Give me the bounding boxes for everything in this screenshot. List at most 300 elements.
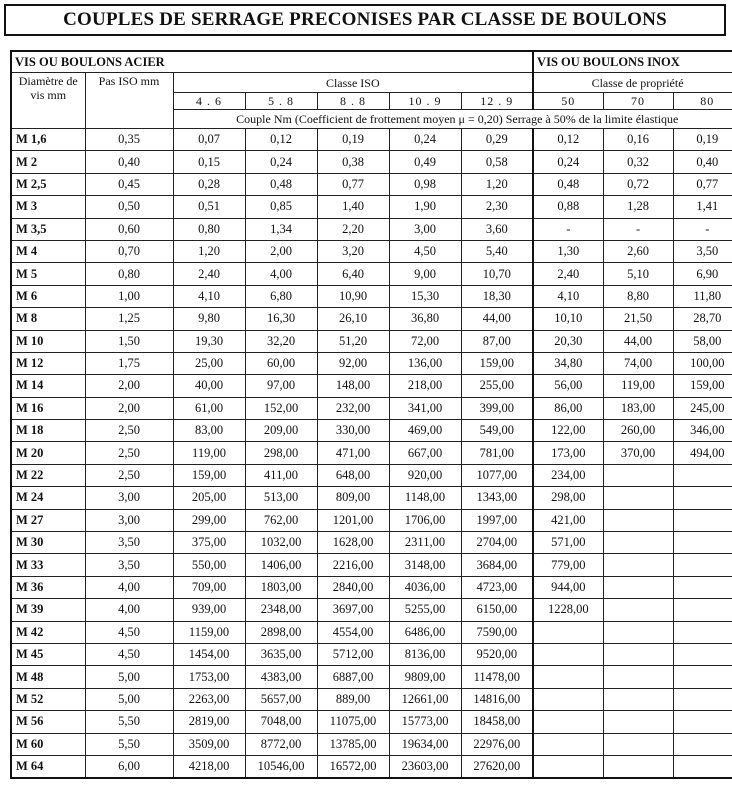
acier-torque-cell: 5255,00	[389, 599, 461, 621]
acier-torque-cell: 2704,00	[461, 532, 533, 554]
inox-torque-cell: 298,00	[533, 487, 603, 509]
diameter-cell: M 39	[11, 599, 85, 621]
inox-torque-cell	[603, 733, 673, 755]
inox-torque-cell	[603, 755, 673, 778]
acier-torque-cell: 1706,00	[389, 509, 461, 531]
table-row	[11, 151, 732, 173]
inox-section-header: VIS OU BOULONS INOX	[533, 51, 732, 73]
inox-torque-cell: 119,00	[603, 375, 673, 397]
diameter-cell: M 20	[11, 442, 85, 464]
inox-torque-cell: 0,16	[603, 129, 673, 151]
inox-torque-cell	[603, 688, 673, 710]
acier-torque-cell: 18,30	[461, 285, 533, 307]
inox-torque-cell: 34,80	[533, 352, 603, 374]
inox-torque-cell: 74,00	[603, 352, 673, 374]
inox-torque-cell	[603, 554, 673, 576]
pitch-cell: 0,80	[85, 263, 173, 285]
acier-torque-cell: 18458,00	[461, 711, 533, 733]
acier-torque-cell: 6150,00	[461, 599, 533, 621]
inox-torque-cell	[673, 599, 732, 621]
acier-torque-cell: 11075,00	[317, 711, 389, 733]
acier-torque-cell: 13785,00	[317, 733, 389, 755]
acier-torque-cell: 939,00	[173, 599, 245, 621]
acier-torque-cell: 6486,00	[389, 621, 461, 643]
inox-torque-cell: 421,00	[533, 509, 603, 531]
acier-torque-cell: 27620,00	[461, 755, 533, 778]
table-row	[11, 464, 732, 486]
inox-torque-cell: 28,70	[673, 308, 732, 330]
inox-torque-cell	[673, 755, 732, 778]
inox-torque-cell: 100,00	[673, 352, 732, 374]
acier-torque-cell: 159,00	[461, 352, 533, 374]
pitch-cell: 1,75	[85, 352, 173, 374]
torque-table-wrapper	[10, 50, 732, 779]
inox-torque-cell: 56,00	[533, 375, 603, 397]
diameter-cell: M 18	[11, 420, 85, 442]
acier-torque-cell: 299,00	[173, 509, 245, 531]
pitch-cell: 1,50	[85, 330, 173, 352]
acier-torque-cell: 889,00	[317, 688, 389, 710]
inox-torque-cell	[673, 621, 732, 643]
acier-torque-cell: 10,70	[461, 263, 533, 285]
acier-torque-cell: 2311,00	[389, 532, 461, 554]
pitch-cell: 1,25	[85, 308, 173, 330]
acier-torque-cell: 4,10	[173, 285, 245, 307]
iso-class-header: 10 . 9	[389, 93, 461, 110]
acier-torque-cell: 6,40	[317, 263, 389, 285]
diameter-cell: M 3,5	[11, 218, 85, 240]
acier-torque-cell: 36,80	[389, 308, 461, 330]
inox-torque-cell	[603, 711, 673, 733]
acier-torque-cell: 7590,00	[461, 621, 533, 643]
pitch-cell: 5,00	[85, 666, 173, 688]
inox-torque-cell	[673, 464, 732, 486]
pitch-cell: 4,00	[85, 599, 173, 621]
acier-torque-cell: 1,90	[389, 196, 461, 218]
acier-torque-cell: 4218,00	[173, 755, 245, 778]
inox-torque-cell: 0,72	[603, 173, 673, 195]
acier-torque-cell: 23603,00	[389, 755, 461, 778]
acier-torque-cell: 61,00	[173, 397, 245, 419]
diameter-cell: M 45	[11, 643, 85, 665]
diameter-cell: M 48	[11, 666, 85, 688]
inox-torque-cell	[533, 733, 603, 755]
acier-torque-cell: 330,00	[317, 420, 389, 442]
acier-torque-cell: 4554,00	[317, 621, 389, 643]
inox-class-header: 70	[603, 93, 673, 110]
diameter-cell: M 1,6	[11, 129, 85, 151]
inox-torque-cell: -	[533, 218, 603, 240]
pitch-cell: 3,00	[85, 487, 173, 509]
inox-torque-cell: 1,28	[603, 196, 673, 218]
page-title: COUPLES DE SERRAGE PRECONISES PAR CLASSE DE BOULONS	[4, 4, 726, 36]
acier-torque-cell: 119,00	[173, 442, 245, 464]
acier-torque-cell: 0,80	[173, 218, 245, 240]
acier-torque-cell: 2216,00	[317, 554, 389, 576]
acier-torque-cell: 1628,00	[317, 532, 389, 554]
inox-torque-cell: 944,00	[533, 576, 603, 598]
acier-torque-cell: 1997,00	[461, 509, 533, 531]
acier-torque-cell: 7048,00	[245, 711, 317, 733]
table-row	[11, 420, 732, 442]
classe-iso-header: Classe ISO	[173, 73, 533, 93]
acier-torque-cell: 2263,00	[173, 688, 245, 710]
acier-torque-cell: 1201,00	[317, 509, 389, 531]
acier-torque-cell: 0,12	[245, 129, 317, 151]
pitch-cell: 6,00	[85, 755, 173, 778]
diameter-cell: M 52	[11, 688, 85, 710]
inox-torque-cell	[603, 666, 673, 688]
acier-torque-cell: 8772,00	[245, 733, 317, 755]
diameter-cell: M 60	[11, 733, 85, 755]
acier-torque-cell: 12661,00	[389, 688, 461, 710]
inox-torque-cell: 20,30	[533, 330, 603, 352]
inox-torque-cell: 86,00	[533, 397, 603, 419]
acier-torque-cell: 2,30	[461, 196, 533, 218]
acier-torque-cell: 9,00	[389, 263, 461, 285]
inox-torque-cell: 183,00	[603, 397, 673, 419]
pitch-cell: 5,00	[85, 688, 173, 710]
pitch-cell: 0,70	[85, 240, 173, 262]
classe-propriete-header: Classe de propriété	[533, 73, 732, 93]
inox-torque-cell: 346,00	[673, 420, 732, 442]
inox-torque-cell	[603, 532, 673, 554]
acier-torque-cell: 209,00	[245, 420, 317, 442]
diameter-cell: M 12	[11, 352, 85, 374]
acier-torque-cell: 44,00	[461, 308, 533, 330]
inox-torque-cell	[533, 643, 603, 665]
pitch-cell: 2,50	[85, 420, 173, 442]
acier-torque-cell: 341,00	[389, 397, 461, 419]
pitch-cell: 4,50	[85, 621, 173, 643]
inox-torque-cell: 779,00	[533, 554, 603, 576]
acier-torque-cell: 5,40	[461, 240, 533, 262]
acier-torque-cell: 550,00	[173, 554, 245, 576]
inox-torque-cell: 494,00	[673, 442, 732, 464]
acier-torque-cell: 136,00	[389, 352, 461, 374]
acier-torque-cell: 0,85	[245, 196, 317, 218]
table-row	[11, 554, 732, 576]
table-row	[11, 755, 732, 778]
inox-torque-cell	[603, 576, 673, 598]
inox-torque-cell	[673, 554, 732, 576]
inox-torque-cell	[533, 621, 603, 643]
acier-torque-cell: 411,00	[245, 464, 317, 486]
inox-torque-cell: 1228,00	[533, 599, 603, 621]
table-row	[11, 240, 732, 262]
acier-torque-cell: 298,00	[245, 442, 317, 464]
acier-torque-cell: 3148,00	[389, 554, 461, 576]
diameter-cell: M 2,5	[11, 173, 85, 195]
acier-torque-cell: 255,00	[461, 375, 533, 397]
acier-torque-cell: 9520,00	[461, 643, 533, 665]
acier-section-header: VIS OU BOULONS ACIER	[11, 51, 533, 73]
diameter-cell: M 4	[11, 240, 85, 262]
table-row	[11, 576, 732, 598]
diameter-cell: M 56	[11, 711, 85, 733]
acier-torque-cell: 1406,00	[245, 554, 317, 576]
inox-torque-cell	[603, 509, 673, 531]
acier-torque-cell: 3684,00	[461, 554, 533, 576]
inox-torque-cell: 260,00	[603, 420, 673, 442]
acier-torque-cell: 5657,00	[245, 688, 317, 710]
acier-torque-cell: 15773,00	[389, 711, 461, 733]
acier-torque-cell: 2819,00	[173, 711, 245, 733]
inox-torque-cell	[673, 733, 732, 755]
table-row	[11, 285, 732, 307]
inox-torque-cell: 159,00	[673, 375, 732, 397]
acier-torque-cell: 16572,00	[317, 755, 389, 778]
pitch-cell: 5,50	[85, 711, 173, 733]
acier-torque-cell: 2898,00	[245, 621, 317, 643]
acier-torque-cell: 1454,00	[173, 643, 245, 665]
acier-torque-cell: 25,00	[173, 352, 245, 374]
diameter-cell: M 6	[11, 285, 85, 307]
acier-torque-cell: 0,29	[461, 129, 533, 151]
acier-torque-cell: 0,07	[173, 129, 245, 151]
inox-torque-cell	[673, 711, 732, 733]
inox-torque-cell: -	[603, 218, 673, 240]
acier-torque-cell: 6887,00	[317, 666, 389, 688]
pitch-cell: 0,35	[85, 129, 173, 151]
diameter-cell: M 3	[11, 196, 85, 218]
inox-torque-cell	[673, 643, 732, 665]
acier-torque-cell: 152,00	[245, 397, 317, 419]
diameter-cell: M 22	[11, 464, 85, 486]
pitch-cell: 2,50	[85, 442, 173, 464]
table-row	[11, 688, 732, 710]
diameter-cell: M 24	[11, 487, 85, 509]
acier-torque-cell: 0,48	[245, 173, 317, 195]
acier-torque-cell: 469,00	[389, 420, 461, 442]
acier-torque-cell: 2,20	[317, 218, 389, 240]
acier-torque-cell: 4383,00	[245, 666, 317, 688]
acier-torque-cell: 10,90	[317, 285, 389, 307]
inox-torque-cell: 4,10	[533, 285, 603, 307]
pitch-cell: 5,50	[85, 733, 173, 755]
acier-torque-cell: 471,00	[317, 442, 389, 464]
acier-torque-cell: 4,00	[245, 263, 317, 285]
acier-torque-cell: 1343,00	[461, 487, 533, 509]
inox-torque-cell	[533, 711, 603, 733]
acier-torque-cell: 3635,00	[245, 643, 317, 665]
inox-torque-cell	[673, 487, 732, 509]
acier-torque-cell: 0,98	[389, 173, 461, 195]
acier-torque-cell: 60,00	[245, 352, 317, 374]
inox-torque-cell: 21,50	[603, 308, 673, 330]
acier-torque-cell: 4036,00	[389, 576, 461, 598]
acier-torque-cell: 399,00	[461, 397, 533, 419]
inox-torque-cell	[533, 755, 603, 778]
diameter-cell: M 8	[11, 308, 85, 330]
table-row	[11, 733, 732, 755]
table-row	[11, 375, 732, 397]
acier-torque-cell: 10546,00	[245, 755, 317, 778]
diameter-cell: M 5	[11, 263, 85, 285]
acier-torque-cell: 1148,00	[389, 487, 461, 509]
acier-torque-cell: 0,28	[173, 173, 245, 195]
pitch-cell: 3,50	[85, 554, 173, 576]
acier-torque-cell: 19634,00	[389, 733, 461, 755]
inox-torque-cell: 3,50	[673, 240, 732, 262]
acier-torque-cell: 205,00	[173, 487, 245, 509]
acier-torque-cell: 51,20	[317, 330, 389, 352]
acier-torque-cell: 72,00	[389, 330, 461, 352]
acier-torque-cell: 3509,00	[173, 733, 245, 755]
acier-torque-cell: 1,20	[173, 240, 245, 262]
acier-torque-cell: 2,40	[173, 263, 245, 285]
table-row	[11, 599, 732, 621]
pitch-cell: 3,00	[85, 509, 173, 531]
acier-torque-cell: 218,00	[389, 375, 461, 397]
diameter-cell: M 14	[11, 375, 85, 397]
acier-torque-cell: 0,49	[389, 151, 461, 173]
acier-torque-cell: 92,00	[317, 352, 389, 374]
inox-torque-cell: 571,00	[533, 532, 603, 554]
pitch-cell: 2,00	[85, 375, 173, 397]
inox-torque-cell	[603, 621, 673, 643]
acier-torque-cell: 2,00	[245, 240, 317, 262]
inox-torque-cell	[603, 643, 673, 665]
inox-torque-cell: 0,40	[673, 151, 732, 173]
table-row	[11, 532, 732, 554]
acier-torque-cell: 1,20	[461, 173, 533, 195]
pitch-cell: 2,00	[85, 397, 173, 419]
acier-torque-cell: 1032,00	[245, 532, 317, 554]
iso-class-header: 12 . 9	[461, 93, 533, 110]
table-row	[11, 173, 732, 195]
acier-torque-cell: 6,80	[245, 285, 317, 307]
acier-torque-cell: 2840,00	[317, 576, 389, 598]
inox-torque-cell	[603, 599, 673, 621]
acier-torque-cell: 9809,00	[389, 666, 461, 688]
inox-torque-cell: 1,41	[673, 196, 732, 218]
acier-torque-cell: 3697,00	[317, 599, 389, 621]
inox-torque-cell: 6,90	[673, 263, 732, 285]
acier-torque-cell: 40,00	[173, 375, 245, 397]
acier-torque-cell: 709,00	[173, 576, 245, 598]
inox-torque-cell: 173,00	[533, 442, 603, 464]
inox-torque-cell: 2,40	[533, 263, 603, 285]
diameter-cell: M 30	[11, 532, 85, 554]
acier-torque-cell: 83,00	[173, 420, 245, 442]
inox-torque-cell	[673, 576, 732, 598]
inox-torque-cell	[673, 532, 732, 554]
inox-torque-cell	[533, 688, 603, 710]
acier-torque-cell: 1753,00	[173, 666, 245, 688]
inox-torque-cell: 0,32	[603, 151, 673, 173]
pitch-cell: 2,50	[85, 464, 173, 486]
table-row	[11, 129, 732, 151]
diameter-cell: M 27	[11, 509, 85, 531]
acier-torque-cell: 549,00	[461, 420, 533, 442]
acier-torque-cell: 0,38	[317, 151, 389, 173]
acier-torque-cell: 11478,00	[461, 666, 533, 688]
table-row	[11, 263, 732, 285]
acier-torque-cell: 5712,00	[317, 643, 389, 665]
pitch-cell: 4,00	[85, 576, 173, 598]
inox-torque-cell: 0,24	[533, 151, 603, 173]
acier-torque-cell: 1803,00	[245, 576, 317, 598]
acier-torque-cell: 0,15	[173, 151, 245, 173]
acier-torque-cell: 8136,00	[389, 643, 461, 665]
acier-torque-cell: 4,50	[389, 240, 461, 262]
inox-torque-cell: 245,00	[673, 397, 732, 419]
table-row	[11, 442, 732, 464]
torque-table	[10, 50, 732, 779]
acier-torque-cell: 0,58	[461, 151, 533, 173]
iso-class-header: 4 . 6	[173, 93, 245, 110]
inox-torque-cell: 10,10	[533, 308, 603, 330]
diameter-cell: M 10	[11, 330, 85, 352]
pitch-cell: 0,40	[85, 151, 173, 173]
diameter-cell: M 33	[11, 554, 85, 576]
table-row	[11, 621, 732, 643]
acier-torque-cell: 159,00	[173, 464, 245, 486]
inox-torque-cell: 8,80	[603, 285, 673, 307]
acier-torque-cell: 1159,00	[173, 621, 245, 643]
diameter-cell: M 42	[11, 621, 85, 643]
inox-torque-cell	[673, 688, 732, 710]
acier-torque-cell: 19,30	[173, 330, 245, 352]
inox-torque-cell: 370,00	[603, 442, 673, 464]
diametre-column-header: Diamètre de vis mm	[11, 73, 85, 129]
table-row	[11, 711, 732, 733]
table-row	[11, 666, 732, 688]
acier-torque-cell: 375,00	[173, 532, 245, 554]
inox-torque-cell: 234,00	[533, 464, 603, 486]
acier-torque-cell: 781,00	[461, 442, 533, 464]
acier-torque-cell: 232,00	[317, 397, 389, 419]
acier-torque-cell: 0,19	[317, 129, 389, 151]
table-row	[11, 218, 732, 240]
iso-class-header: 8 . 8	[317, 93, 389, 110]
acier-torque-cell: 667,00	[389, 442, 461, 464]
table-row	[11, 643, 732, 665]
table-row	[11, 487, 732, 509]
inox-torque-cell: 2,60	[603, 240, 673, 262]
inox-torque-cell: 0,77	[673, 173, 732, 195]
inox-torque-cell: 0,12	[533, 129, 603, 151]
inox-torque-cell: 122,00	[533, 420, 603, 442]
inox-torque-cell: 58,00	[673, 330, 732, 352]
pitch-cell: 1,00	[85, 285, 173, 307]
diameter-cell: M 2	[11, 151, 85, 173]
table-row	[11, 308, 732, 330]
acier-torque-cell: 809,00	[317, 487, 389, 509]
acier-torque-cell: 3,20	[317, 240, 389, 262]
inox-torque-cell	[673, 509, 732, 531]
inox-torque-cell: -	[673, 218, 732, 240]
inox-torque-cell: 5,10	[603, 263, 673, 285]
acier-torque-cell: 15,30	[389, 285, 461, 307]
diameter-cell: M 64	[11, 755, 85, 778]
inox-torque-cell	[533, 666, 603, 688]
acier-torque-cell: 513,00	[245, 487, 317, 509]
inox-torque-cell	[673, 666, 732, 688]
acier-torque-cell: 9,80	[173, 308, 245, 330]
inox-torque-cell: 1,30	[533, 240, 603, 262]
pas-iso-column-header: Pas ISO mm	[85, 73, 173, 129]
table-row	[11, 397, 732, 419]
pitch-cell: 3,50	[85, 532, 173, 554]
acier-torque-cell: 148,00	[317, 375, 389, 397]
inox-class-header: 50	[533, 93, 603, 110]
acier-torque-cell: 16,30	[245, 308, 317, 330]
iso-class-header: 5 . 8	[245, 93, 317, 110]
pitch-cell: 0,50	[85, 196, 173, 218]
inox-torque-cell	[603, 464, 673, 486]
